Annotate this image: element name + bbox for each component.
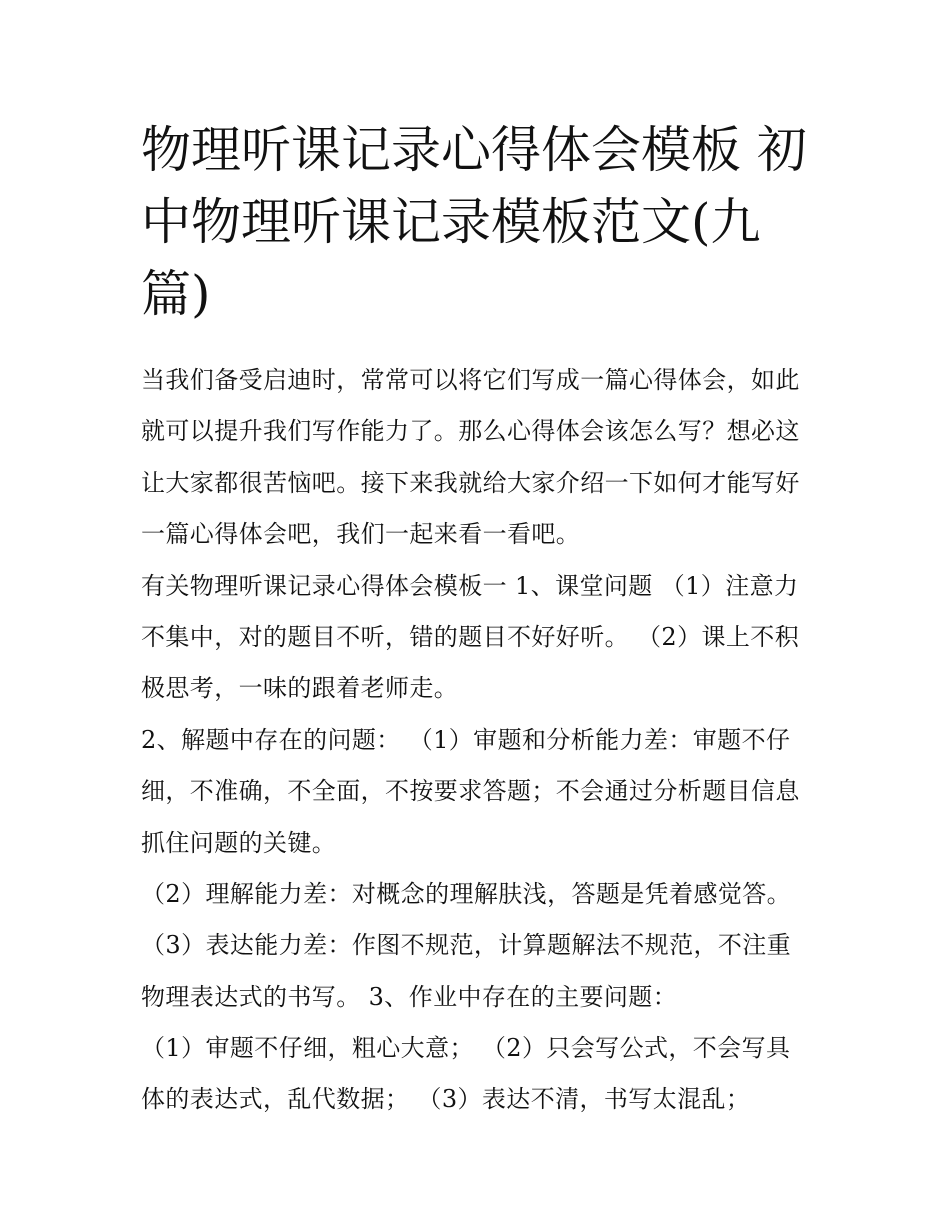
body-line: 让大家都很苦恼吧。接下来我就给大家介绍一下如何才能写好 — [141, 468, 800, 497]
title-line: 中物理听课记录模板范文(九 — [141, 193, 761, 251]
title-line: 篇) — [141, 265, 211, 323]
body-line: 一篇心得体会吧，我们一起来看一看吧。 — [141, 520, 581, 549]
body-line: 有关物理听课记录心得体会模板一 1、课堂问题 （1）注意力 — [141, 571, 799, 600]
body-line: （3）表达能力差：作图不规范，计算题解法不规范，不注重 — [141, 931, 792, 960]
body-line: 极思考，一味的跟着老师走。 — [141, 674, 459, 703]
body-line: 不集中，对的题目不听，错的题目不好好听。 （2）课上不积 — [141, 622, 800, 651]
body-line: 抓住问题的关键。 — [141, 828, 337, 857]
body-line: 细，不准确，不全面，不按要求答题；不会通过分析题目信息 — [141, 777, 800, 806]
body-line: 物理表达式的书写。 3、作业中存在的主要问题： — [141, 982, 678, 1011]
body-line: 体的表达式，乱代数据； （3）表达不清，书写太混乱； — [141, 1085, 751, 1114]
body-line: （1）审题不仔细，粗心大意； （2）只会写公式，不会写具 — [141, 1034, 791, 1063]
document-title — [141, 114, 831, 330]
document-body — [141, 355, 831, 1126]
title-line: 物理听课记录心得体会模板 初 — [141, 121, 807, 179]
body-line: （2）理解能力差：对概念的理解肤浅，答题是凭着感觉答。 — [141, 879, 792, 908]
body-line: 当我们备受启迪时，常常可以将它们写成一篇心得体会，如此 — [141, 366, 800, 394]
body-line: 就可以提升我们写作能力了。那么心得体会该怎么写？想必这 — [141, 417, 800, 446]
body-line: 2、解题中存在的问题： （1）审题和分析能力差：审题不仔 — [141, 725, 791, 754]
